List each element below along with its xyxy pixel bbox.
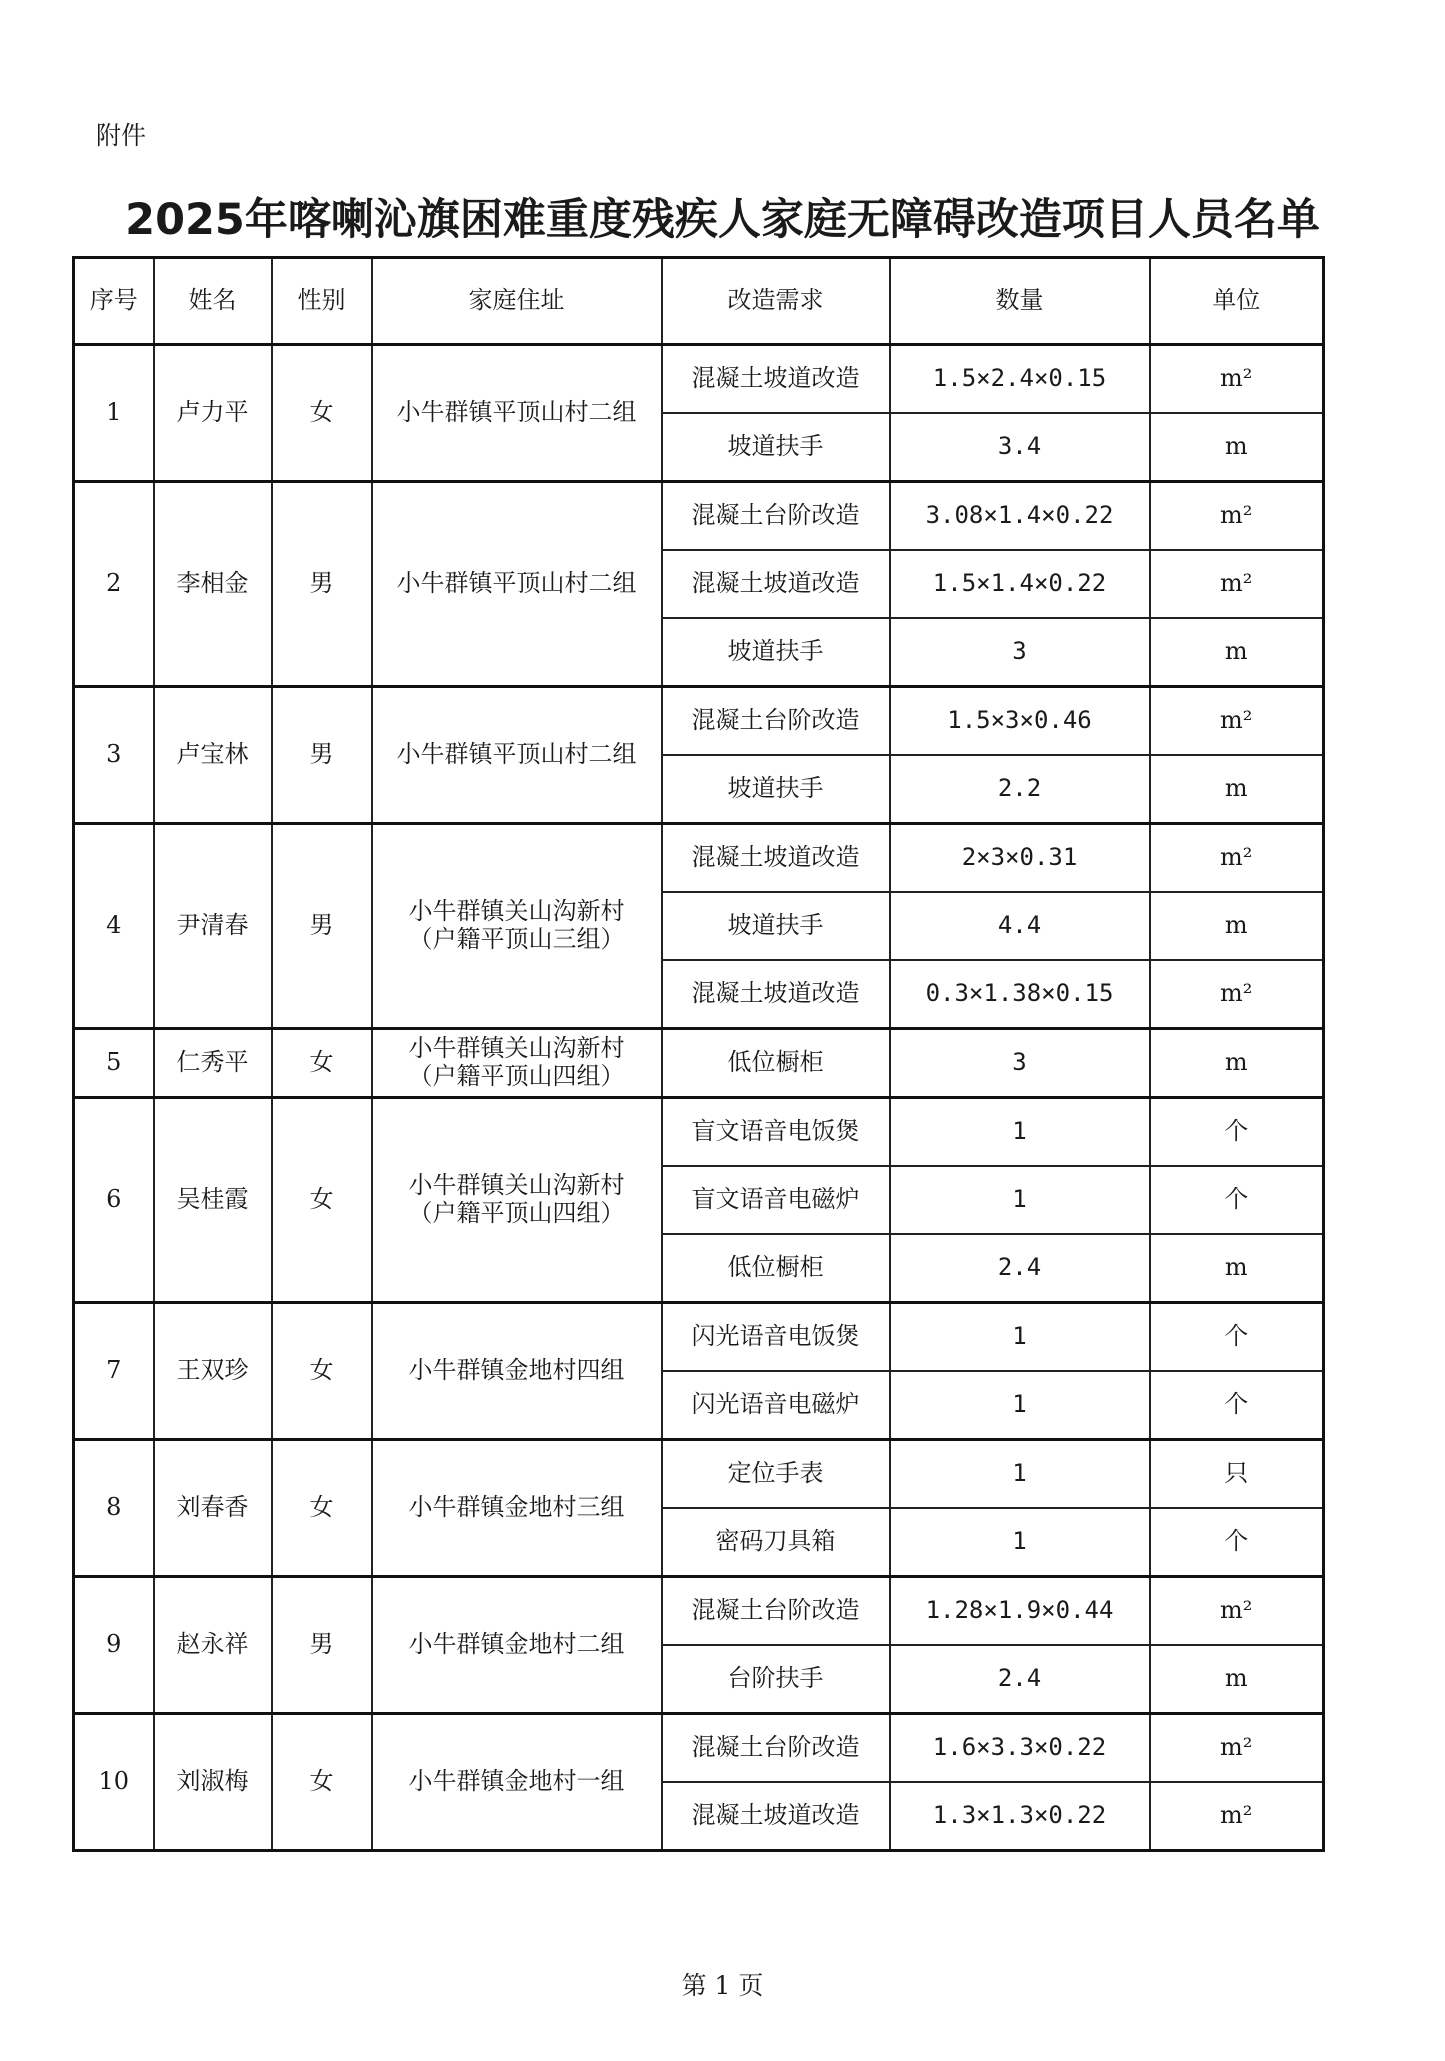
row-quantity: 2.4	[890, 1645, 1150, 1714]
row-need: 坡道扶手	[662, 618, 890, 687]
row-unit: 只	[1150, 1440, 1324, 1509]
row-quantity: 3.4	[890, 413, 1150, 482]
row-need: 密码刀具箱	[662, 1508, 890, 1577]
row-unit: m²	[1150, 1782, 1324, 1851]
row-need: 盲文语音电饭煲	[662, 1098, 890, 1167]
row-seq: 7	[74, 1303, 154, 1440]
row-unit: m²	[1150, 1577, 1324, 1646]
row-gender: 男	[272, 824, 372, 1029]
row-name: 卢宝林	[154, 687, 272, 824]
row-need: 混凝土坡道改造	[662, 960, 890, 1029]
row-quantity: 1	[890, 1371, 1150, 1440]
row-need: 坡道扶手	[662, 892, 890, 960]
row-quantity: 3.08×1.4×0.22	[890, 482, 1150, 551]
row-need: 闪光语音电磁炉	[662, 1371, 890, 1440]
header-name: 姓名	[154, 258, 272, 345]
row-seq: 1	[74, 345, 154, 482]
row-need: 混凝土台阶改造	[662, 482, 890, 551]
row-unit: 个	[1150, 1508, 1324, 1577]
row-need: 混凝土台阶改造	[662, 1577, 890, 1646]
row-quantity: 2×3×0.31	[890, 824, 1150, 893]
row-unit: m	[1150, 1234, 1324, 1303]
row-quantity: 3	[890, 618, 1150, 687]
row-quantity: 1.5×3×0.46	[890, 687, 1150, 756]
row-unit: m	[1150, 755, 1324, 824]
row-need: 盲文语音电磁炉	[662, 1166, 890, 1234]
row-name: 尹清春	[154, 824, 272, 1029]
row-need: 混凝土坡道改造	[662, 550, 890, 618]
row-address: 小牛群镇平顶山村二组	[372, 687, 662, 824]
row-name: 李相金	[154, 482, 272, 687]
page-number: 第 1 页	[681, 1971, 764, 2000]
table-row	[74, 1098, 1324, 1167]
row-unit: m²	[1150, 345, 1324, 414]
row-seq: 10	[74, 1714, 154, 1851]
row-quantity: 1	[890, 1098, 1150, 1167]
row-quantity: 1.5×2.4×0.15	[890, 345, 1150, 414]
row-name: 吴桂霞	[154, 1098, 272, 1303]
row-quantity: 1	[890, 1508, 1150, 1577]
row-seq: 4	[74, 824, 154, 1029]
row-seq: 9	[74, 1577, 154, 1714]
row-address: 小牛群镇金地村一组	[372, 1714, 662, 1851]
row-unit: m	[1150, 892, 1324, 960]
row-address: 小牛群镇关山沟新村 （户籍平顶山三组）	[372, 824, 662, 1029]
table-row	[74, 1714, 1324, 1783]
row-seq: 5	[74, 1029, 154, 1098]
table-row	[74, 482, 1324, 551]
row-quantity: 1	[890, 1303, 1150, 1372]
row-gender: 女	[272, 1098, 372, 1303]
row-unit: m²	[1150, 550, 1324, 618]
table-row	[74, 1029, 1324, 1098]
row-gender: 女	[272, 345, 372, 482]
document-title: 2025年喀喇沁旗困难重度残疾人家庭无障碍改造项目人员名单	[125, 195, 1320, 245]
row-name: 刘春香	[154, 1440, 272, 1577]
row-quantity: 1.3×1.3×0.22	[890, 1782, 1150, 1851]
row-quantity: 1.5×1.4×0.22	[890, 550, 1150, 618]
row-name: 赵永祥	[154, 1577, 272, 1714]
row-name: 仁秀平	[154, 1029, 272, 1098]
row-gender: 女	[272, 1714, 372, 1851]
row-name: 王双珍	[154, 1303, 272, 1440]
row-need: 低位橱柜	[662, 1234, 890, 1303]
row-unit: m²	[1150, 960, 1324, 1029]
row-unit: m	[1150, 413, 1324, 482]
row-quantity: 1	[890, 1440, 1150, 1509]
row-unit: m²	[1150, 824, 1324, 893]
row-gender: 女	[272, 1440, 372, 1577]
row-unit: 个	[1150, 1371, 1324, 1440]
table-row	[74, 345, 1324, 414]
header-seq: 序号	[74, 258, 154, 345]
row-gender: 女	[272, 1029, 372, 1098]
row-unit: m	[1150, 1029, 1324, 1098]
row-address: 小牛群镇平顶山村二组	[372, 345, 662, 482]
row-unit: m²	[1150, 687, 1324, 756]
roster-body	[74, 345, 1324, 1851]
row-address: 小牛群镇关山沟新村 （户籍平顶山四组）	[372, 1098, 662, 1303]
row-unit: m²	[1150, 482, 1324, 551]
row-unit: m	[1150, 618, 1324, 687]
row-quantity: 2.4	[890, 1234, 1150, 1303]
header-address: 家庭住址	[372, 258, 662, 345]
row-seq: 2	[74, 482, 154, 687]
row-need: 低位橱柜	[662, 1029, 890, 1098]
row-address: 小牛群镇金地村三组	[372, 1440, 662, 1577]
row-quantity: 3	[890, 1029, 1150, 1098]
row-unit: 个	[1150, 1303, 1324, 1372]
row-need: 混凝土坡道改造	[662, 824, 890, 893]
row-gender: 男	[272, 482, 372, 687]
row-seq: 6	[74, 1098, 154, 1303]
row-name: 刘淑梅	[154, 1714, 272, 1851]
row-unit: m	[1150, 1645, 1324, 1714]
row-quantity: 1	[890, 1166, 1150, 1234]
row-need: 混凝土台阶改造	[662, 687, 890, 756]
header-gender: 性别	[272, 258, 372, 345]
row-quantity: 1.28×1.9×0.44	[890, 1577, 1150, 1646]
row-quantity: 2.2	[890, 755, 1150, 824]
row-need: 台阶扶手	[662, 1645, 890, 1714]
row-address: 小牛群镇平顶山村二组	[372, 482, 662, 687]
row-gender: 男	[272, 1577, 372, 1714]
row-quantity: 0.3×1.38×0.15	[890, 960, 1150, 1029]
row-need: 定位手表	[662, 1440, 890, 1509]
header-unit: 单位	[1150, 258, 1324, 345]
row-need: 坡道扶手	[662, 413, 890, 482]
row-address: 小牛群镇关山沟新村 （户籍平顶山四组）	[372, 1029, 662, 1098]
row-seq: 8	[74, 1440, 154, 1577]
table-row	[74, 687, 1324, 756]
table-row	[74, 1577, 1324, 1646]
row-name: 卢力平	[154, 345, 272, 482]
table-row	[74, 824, 1324, 893]
roster-table	[72, 256, 1325, 1852]
row-address: 小牛群镇金地村二组	[372, 1577, 662, 1714]
table-row	[74, 1303, 1324, 1372]
row-seq: 3	[74, 687, 154, 824]
row-need: 混凝土坡道改造	[662, 345, 890, 414]
row-unit: m²	[1150, 1714, 1324, 1783]
row-quantity: 1.6×3.3×0.22	[890, 1714, 1150, 1783]
row-need: 混凝土坡道改造	[662, 1782, 890, 1851]
table-row	[74, 1440, 1324, 1509]
row-quantity: 4.4	[890, 892, 1150, 960]
row-need: 闪光语音电饭煲	[662, 1303, 890, 1372]
header-need: 改造需求	[662, 258, 890, 345]
row-address: 小牛群镇金地村四组	[372, 1303, 662, 1440]
attachment-label: 附件	[96, 121, 147, 150]
row-need: 混凝土台阶改造	[662, 1714, 890, 1783]
row-unit: 个	[1150, 1098, 1324, 1167]
row-unit: 个	[1150, 1166, 1324, 1234]
row-need: 坡道扶手	[662, 755, 890, 824]
header-quantity: 数量	[890, 258, 1150, 345]
row-gender: 男	[272, 687, 372, 824]
row-gender: 女	[272, 1303, 372, 1440]
header-row	[74, 258, 1324, 345]
